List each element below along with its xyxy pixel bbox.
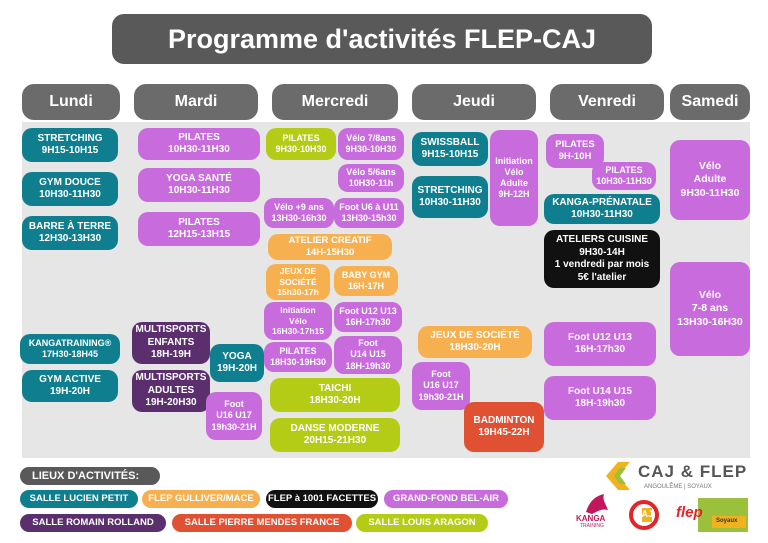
day-header-vendredi: Venredi xyxy=(550,84,664,120)
activity-card: BARRE À TERRE 12H30-13H30 xyxy=(22,216,118,250)
activity-card: PILATES 10H30-11H30 xyxy=(592,162,656,190)
activity-card: BABY GYM 16H-17H xyxy=(334,266,398,296)
activity-card: Initiation Vélo 16H30-17h15 xyxy=(264,302,332,340)
activity-card: Vélo Adulte 9H30-11H30 xyxy=(670,140,750,220)
page-title: Programme d'activités FLEP-CAJ xyxy=(112,14,652,64)
caj-logo: CAJ xyxy=(626,500,662,530)
activity-card: Foot U16 U17 19h30-21H xyxy=(412,362,470,410)
activity-card: Vélo 7/8ans 9H30-10H30 xyxy=(338,128,404,160)
activity-card: PILATES 9H30-10H30 xyxy=(266,128,336,160)
activity-card: MULTISPORTS ENFANTS 18H-19H xyxy=(132,322,210,364)
legend-item: GRAND-FOND BEL-AIR xyxy=(384,490,508,508)
activity-card: TAICHI 18H30-20H xyxy=(270,378,400,412)
activity-card: Vélo 5/6ans 10H30-11h xyxy=(338,164,404,192)
activity-card: GYM DOUCE 10H30-11H30 xyxy=(22,172,118,206)
activity-card: BADMINTON 19H45-22H xyxy=(464,402,544,452)
legend-item: SALLE LOUIS ARAGON xyxy=(356,514,488,532)
legend-item: FLEP GULLIVER/MACE xyxy=(142,490,260,508)
activity-card: Foot U14 U15 18H-19h30 xyxy=(334,336,402,374)
kangaroo-icon xyxy=(582,490,612,516)
day-header-lundi: Lundi xyxy=(22,84,120,120)
activity-card: PILATES 9H-10H xyxy=(546,134,604,168)
activity-card: ATELIER CREATIF 14H-15H30 xyxy=(268,234,392,260)
activity-card: SWISSBALL 9H15-10H15 xyxy=(412,132,488,166)
activity-card: STRETCHING 10H30-11H30 xyxy=(412,176,488,218)
activity-card: JEUX DE SOCIÉTÉ 18H30-20H xyxy=(418,326,532,358)
activity-card: PILATES 12H15-13H15 xyxy=(138,212,260,246)
activity-card: KANGA-PRÉNATALE 10H30-11H30 xyxy=(544,194,660,224)
cajflep-logo: CAJ & FLEP ANGOULÊME | SOYAUX xyxy=(604,460,754,496)
legend-item: SALLE PIERRE MENDES FRANCE xyxy=(172,514,352,532)
activity-card: Foot U16 U17 19h30-21H xyxy=(206,392,262,440)
activity-card: Foot U12 U13 16H-17h30 xyxy=(334,302,402,332)
chevron-logo-icon xyxy=(604,460,634,492)
activity-card: PILATES 10H30-11H30 xyxy=(138,128,260,160)
day-header-mercredi: Mercredi xyxy=(272,84,398,120)
day-header-jeudi: Jeudi xyxy=(412,84,536,120)
activity-card: Foot U12 U13 16H-17h30 xyxy=(544,322,656,366)
day-header-samedi: Samedi xyxy=(670,84,750,120)
activity-card: Vélo 7-8 ans 13H30-16H30 xyxy=(670,262,750,356)
kanga-logo: KANGA TRAINING xyxy=(574,490,618,530)
flep-logo: flep Soyaux xyxy=(676,498,750,532)
activity-card: KANGATRAINING® 17H30-18H45 xyxy=(20,334,120,364)
activity-card: Initiation Vélo Adulte 9H-12H xyxy=(490,130,538,226)
activity-card: Foot U6 à U11 13H30-15h30 xyxy=(334,198,404,228)
activity-card: MULTISPORTS ADULTES 19H-20H30 xyxy=(132,370,210,412)
legend-item: SALLE ROMAIN ROLLAND xyxy=(20,514,166,532)
activity-card: DANSE MODERNE 20H15-21H30 xyxy=(270,418,400,452)
activity-card: YOGA SANTÉ 10H30-11H30 xyxy=(138,168,260,202)
legend-item: SALLE LUCIEN PETIT xyxy=(20,490,138,508)
activity-card: JEUX DE SOCIÉTÉ 15h30-17h xyxy=(266,264,330,300)
activity-card: STRETCHING 9H15-10H15 xyxy=(22,128,118,162)
legend-title: LIEUX D'ACTIVITÉS: xyxy=(20,467,160,485)
activity-card: ATELIERS CUISINE 9H30-14H 1 vendredi par mois 5€ l'atelier xyxy=(544,230,660,288)
activity-card: Vélo +9 ans 13H30-16h30 xyxy=(264,198,334,228)
day-header-mardi: Mardi xyxy=(134,84,258,120)
activity-card: Foot U14 U15 18H-19h30 xyxy=(544,376,656,420)
legend-item: FLEP à 1001 FACETTES xyxy=(266,490,378,508)
activity-card: YOGA 19H-20H xyxy=(210,344,264,382)
activity-card: PILATES 18H30-19H30 xyxy=(264,342,332,372)
activity-card: GYM ACTIVE 19H-20H xyxy=(22,370,118,402)
